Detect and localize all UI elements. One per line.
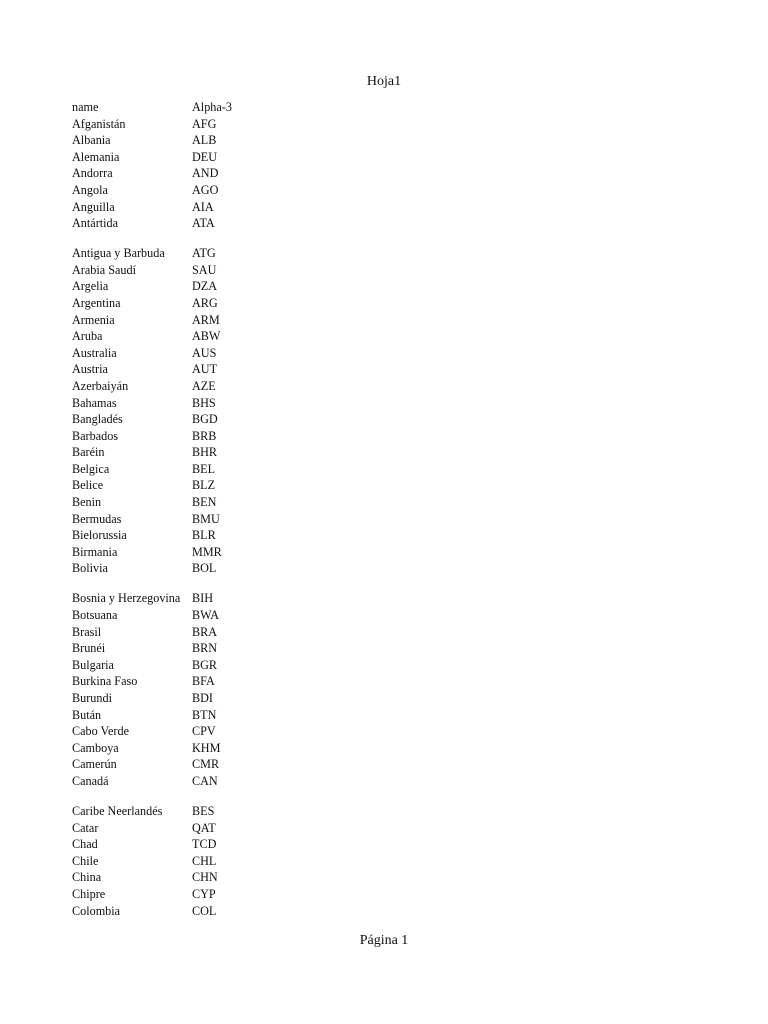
alpha3-code-cell: TCD — [192, 837, 217, 852]
alpha3-code-cell: COL — [192, 903, 217, 918]
table-row — [72, 428, 272, 445]
alpha3-code-cell: DZA — [192, 279, 218, 294]
alpha3-code-cell: ABW — [192, 329, 221, 344]
table-row — [72, 527, 272, 544]
alpha3-code-cell: BGR — [192, 657, 218, 672]
column-header-name: name — [72, 100, 99, 114]
country-name-cell: Argentina — [72, 295, 121, 310]
alpha3-code-cell: CPV — [192, 724, 216, 739]
table-row — [72, 707, 272, 724]
country-name-cell: Catar — [72, 820, 99, 835]
country-name-cell: Argelia — [72, 279, 109, 294]
table-row — [72, 378, 272, 395]
table-row — [72, 232, 272, 262]
alpha3-code-cell: CMR — [192, 757, 220, 772]
country-name-cell: Chad — [72, 837, 98, 852]
alpha3-code-cell: BHS — [192, 395, 216, 410]
page-number: Página 1 — [359, 933, 409, 948]
table-row — [72, 477, 272, 494]
country-name-cell: Austria — [72, 362, 108, 377]
alpha3-code-cell: BLR — [192, 528, 216, 543]
country-name-cell: Azerbaiyán — [72, 378, 129, 393]
table-row — [72, 165, 272, 182]
country-name-cell: Albania — [72, 133, 111, 148]
alpha3-code-cell: ARG — [192, 295, 218, 310]
table-row — [72, 756, 272, 773]
alpha3-code-cell: BES — [192, 803, 215, 818]
country-name-cell: Antártida — [72, 216, 119, 231]
table-row — [72, 853, 272, 870]
country-name-cell: Bosnia y Herzegovina — [72, 591, 181, 606]
country-name-cell: Afganistán — [72, 116, 126, 131]
country-name-cell: Armenia — [72, 312, 115, 327]
country-name-cell: Bahamas — [72, 395, 117, 410]
table-row — [72, 132, 272, 149]
table-row — [72, 624, 272, 641]
country-name-cell: Chile — [72, 853, 99, 868]
table-row — [72, 560, 272, 577]
alpha3-code-cell: BLZ — [192, 478, 216, 493]
alpha3-code-cell: KHM — [192, 740, 221, 755]
alpha3-code-cell: ATG — [192, 246, 216, 261]
country-name-cell: Birmania — [72, 544, 118, 559]
table-row — [72, 640, 272, 657]
country-name-cell: Bangladés — [72, 412, 123, 427]
country-name-cell: Bután — [72, 707, 102, 722]
country-name-cell: China — [72, 870, 102, 885]
country-name-cell: Burkina Faso — [72, 674, 138, 689]
table-row — [72, 577, 272, 607]
alpha3-code-cell: CHL — [192, 853, 217, 868]
table-header-row — [72, 99, 272, 116]
country-name-cell: Bielorussia — [72, 528, 127, 543]
table-row — [72, 544, 272, 561]
alpha3-code-cell: AGO — [192, 182, 219, 197]
table-body — [72, 116, 272, 920]
table-row — [72, 511, 272, 528]
table-row — [72, 411, 272, 428]
table-row — [72, 328, 272, 345]
table-row — [72, 149, 272, 166]
alpha3-code-cell: BMU — [192, 511, 220, 526]
table-row — [72, 886, 272, 903]
table-row — [72, 444, 272, 461]
country-name-cell: Anguilla — [72, 199, 115, 214]
table-row — [72, 182, 272, 199]
table-row — [72, 116, 272, 133]
alpha3-code-cell: MMR — [192, 544, 222, 559]
table-row — [72, 395, 272, 412]
table-row — [72, 723, 272, 740]
alpha3-code-cell: CYP — [192, 886, 216, 901]
country-name-cell: Brasil — [72, 624, 102, 639]
country-name-cell: Burundi — [72, 691, 112, 705]
table-row — [72, 278, 272, 295]
alpha3-code-cell: QAT — [192, 820, 216, 835]
table-row — [72, 790, 272, 820]
table-row — [72, 295, 272, 312]
alpha3-code-cell: AND — [192, 166, 219, 181]
alpha3-code-cell: BEL — [192, 461, 216, 476]
alpha3-code-cell: BEN — [192, 495, 217, 510]
alpha3-code-cell: SAU — [192, 262, 217, 277]
country-code-table — [72, 99, 272, 919]
alpha3-code-cell: BTN — [192, 707, 217, 722]
table-row — [72, 215, 272, 232]
alpha3-code-cell: BRN — [192, 641, 218, 656]
country-name-cell: Baréin — [72, 445, 105, 460]
table-row — [72, 690, 272, 707]
country-name-cell: Brunéi — [72, 641, 106, 656]
country-name-cell: Bermudas — [72, 511, 122, 526]
alpha3-code-cell: BIH — [192, 591, 213, 606]
country-name-cell: Chipre — [72, 886, 106, 901]
table-row — [72, 361, 272, 378]
alpha3-code-cell: BFA — [192, 674, 215, 689]
country-name-cell: Australia — [72, 345, 117, 360]
country-name-cell: Aruba — [72, 329, 103, 344]
country-name-cell: Belgica — [72, 461, 110, 476]
country-name-cell: Alemania — [72, 149, 120, 164]
table-row — [72, 869, 272, 886]
alpha3-code-cell: BOL — [192, 561, 217, 576]
table-row — [72, 673, 272, 690]
alpha3-code-cell: CAN — [192, 773, 218, 788]
table-row — [72, 903, 272, 920]
alpha3-code-cell: CHN — [192, 870, 218, 885]
alpha3-code-cell: BGD — [192, 412, 218, 427]
alpha3-code-cell: AZE — [192, 378, 216, 393]
table-row — [72, 312, 272, 329]
alpha3-code-cell: AUT — [192, 362, 218, 377]
country-name-cell: Belice — [72, 478, 104, 493]
country-name-cell: Camboya — [72, 740, 119, 755]
table-row — [72, 773, 272, 790]
table-row — [72, 461, 272, 478]
table-row — [72, 740, 272, 757]
table-row — [72, 262, 272, 279]
sheet-title: Hoja1 — [366, 74, 402, 89]
country-name-cell: Cabo Verde — [72, 724, 129, 739]
country-name-cell: Bolivia — [72, 561, 108, 576]
table-row — [72, 199, 272, 216]
country-name-cell: Colombia — [72, 903, 121, 918]
column-header-alpha3: Alpha-3 — [192, 100, 232, 114]
alpha3-code-cell: DEU — [192, 149, 218, 164]
country-name-cell: Canadá — [72, 773, 109, 788]
alpha3-code-cell: ARM — [192, 312, 220, 327]
alpha3-code-cell: BRB — [192, 428, 217, 443]
alpha3-code-cell: BWA — [192, 608, 220, 623]
table-row — [72, 345, 272, 362]
country-name-cell: Botsuana — [72, 608, 118, 623]
country-name-cell: Andorra — [72, 166, 113, 181]
country-name-cell: Benin — [72, 495, 102, 510]
alpha3-code-cell: ATA — [192, 216, 215, 231]
country-name-cell: Camerún — [72, 757, 117, 772]
table-row — [72, 607, 272, 624]
alpha3-code-cell: ALB — [192, 133, 217, 148]
alpha3-code-cell: BDI — [192, 691, 213, 705]
country-name-cell: Bulgaria — [72, 657, 114, 672]
country-name-cell: Barbados — [72, 428, 119, 443]
table-row — [72, 820, 272, 837]
alpha3-code-cell: BRA — [192, 624, 218, 639]
alpha3-code-cell: BHR — [192, 445, 218, 460]
country-name-cell: Angola — [72, 182, 108, 197]
alpha3-code-cell: AUS — [192, 345, 217, 360]
table-row — [72, 657, 272, 674]
country-name-cell: Caribe Neerlandés — [72, 803, 163, 818]
alpha3-code-cell: AFG — [192, 116, 217, 131]
alpha3-code-cell: AIA — [192, 199, 214, 214]
country-name-cell: Arabia Saudí — [72, 262, 136, 277]
table-row — [72, 494, 272, 511]
country-name-cell: Antigua y Barbuda — [72, 246, 165, 261]
table-row — [72, 836, 272, 853]
